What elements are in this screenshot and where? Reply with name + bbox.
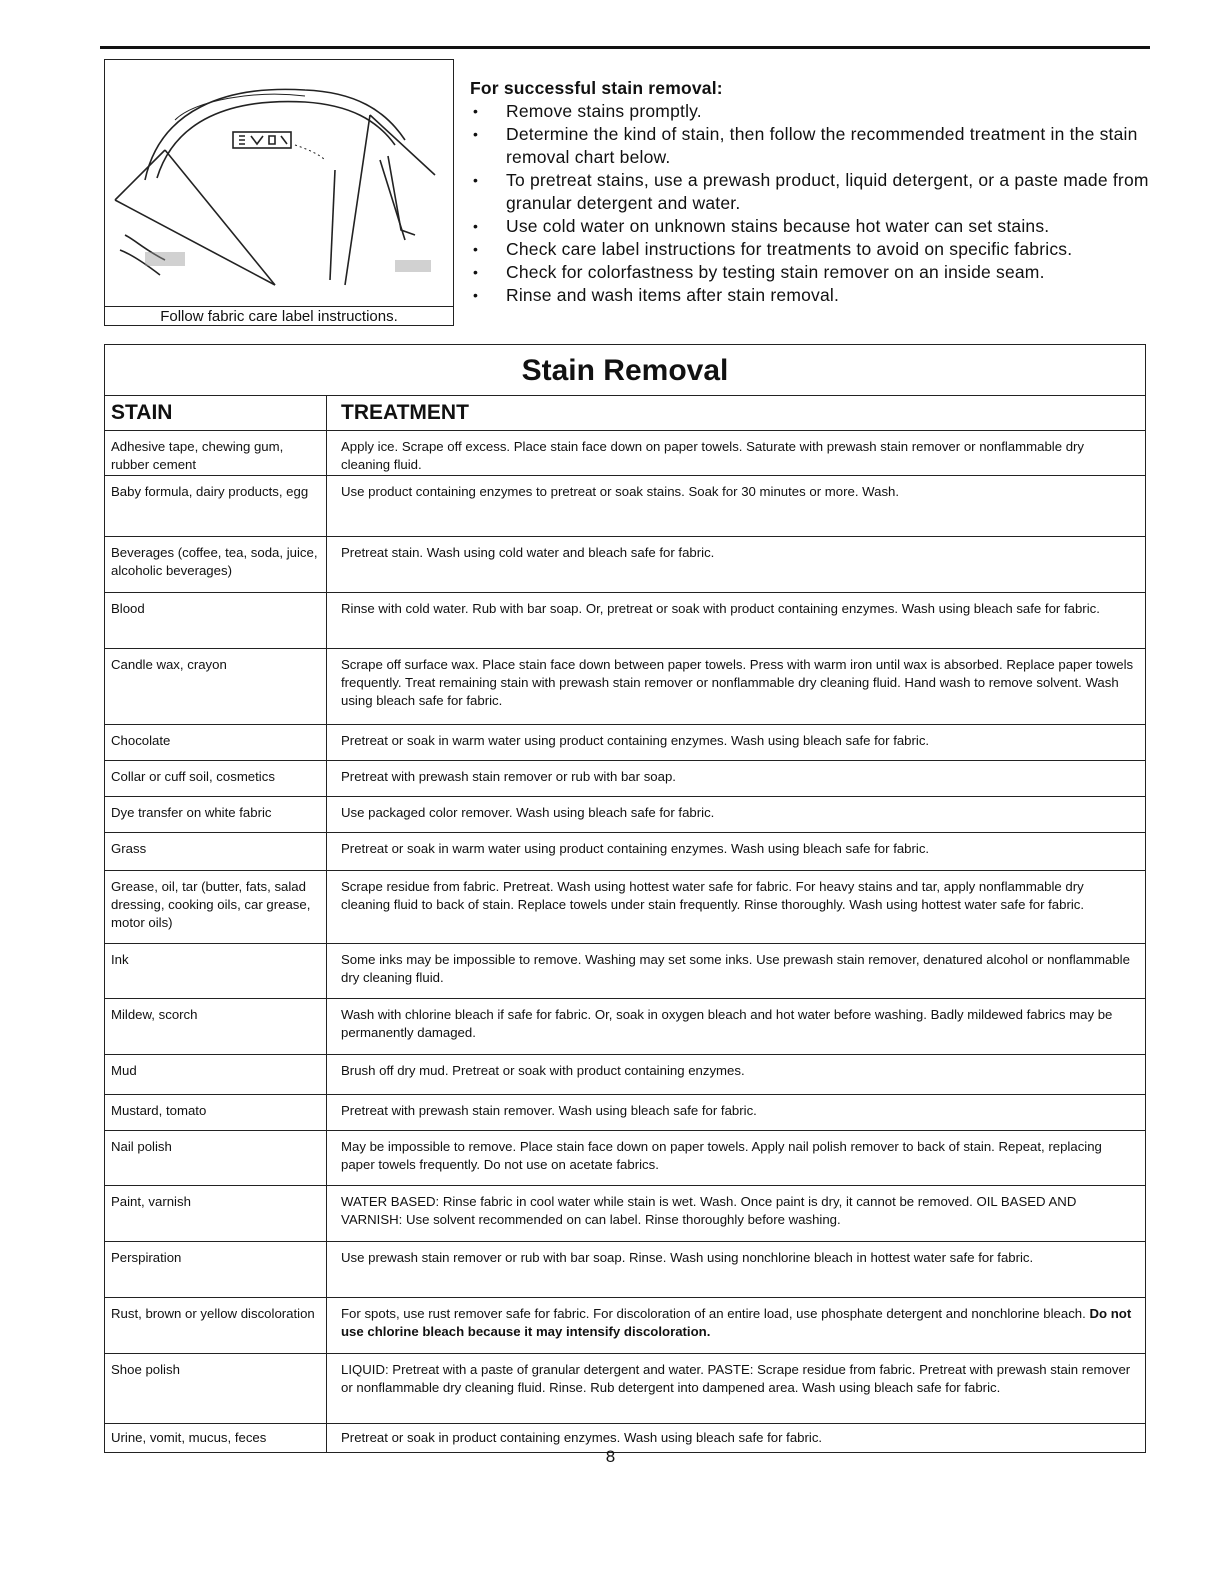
table-row [105,725,1145,761]
table-row [105,1186,1145,1242]
table-row [105,1242,1145,1298]
table-row [105,797,1145,833]
tip-item: • To pretreat stains, use a prewash product, liquid detergent, or a paste made from granular detergent and water. [470,169,1160,215]
stain-cell: Ink [105,944,327,998]
table-row [105,761,1145,797]
treatment-cell: Brush off dry mud. Pretreat or soak with product containing enzymes. [341,1063,745,1078]
table-row [105,537,1145,593]
stain-removal-tips [470,78,1160,307]
table-row [105,431,1145,476]
treatment-cell: Pretreat with prewash stain remover or rub with bar soap. [341,769,676,784]
figure-caption: Follow fabric care label instructions. [104,306,454,326]
treatment-cell: WATER BASED: Rinse fabric in cool water while stain is wet. Wash. Once paint is dry, it cannot be removed. OIL BASED AND VARNISH: Use solvent recommended on can label. Rinse thoroughly before washing. [341,1194,1077,1227]
table-row [105,476,1145,537]
table-row [105,1095,1145,1131]
treatment-cell: Pretreat with prewash stain remover. Wash using bleach safe for fabric. [341,1103,757,1118]
stain-cell: Perspiration [105,1242,327,1297]
treatment-cell: Pretreat or soak in warm water using product containing enzymes. Wash using bleach safe for fabric. [341,841,930,856]
stain-cell: Nail polish [105,1131,327,1185]
stain-cell: Collar or cuff soil, cosmetics [105,761,327,796]
stain-cell: Chocolate [105,725,327,760]
stain-cell: Beverages (coffee, tea, soda, juice, alcoholic beverages) [105,537,327,592]
stain-cell: Candle wax, crayon [105,649,327,724]
tip-item: • Check for colorfastness by testing stain remover on an inside seam. [470,261,1160,284]
table-row [105,1298,1145,1354]
treatment-cell: May be impossible to remove. Place stain face down on paper towels. Apply nail polish remover to back of stain. Repeat, replacing paper towels frequently. Do not use on acetate fabrics. [341,1139,1102,1172]
stain-cell: Paint, varnish [105,1186,327,1241]
table-row [105,833,1145,871]
stain-cell: Dye transfer on white fabric [105,797,327,832]
table-header-row [105,396,1145,431]
table-row [105,593,1145,649]
tip-item: • Determine the kind of stain, then follow the recommended treatment in the stain removal chart below. [470,123,1160,169]
page-number: 8 [605,1447,616,1466]
treatment-cell: Use product containing enzymes to pretreat or soak stains. Soak for 30 minutes or more. Wash. [341,484,900,499]
treatment-cell: Scrape residue from fabric. Pretreat. Wash using hottest water safe for fabric. For heavy stains and tar, apply nonflammable dry cleaning fluid to back of stain. Replace towels under stain frequently. Rinse thoroughly. Wash using hottest water safe for fabric. [341,879,1085,912]
table-row [105,1131,1145,1186]
tip-item: • Use cold water on unknown stains because hot water can set stains. [470,215,1160,238]
treatment-cell: Rinse with cold water. Rub with bar soap. Or, pretreat or soak with product containing enzymes. Wash using bleach safe for fabric. [341,601,1100,616]
table-title: Stain Removal [105,345,1145,396]
treatment-cell: Use prewash stain remover or rub with bar soap. Rinse. Wash using nonchlorine bleach in hottest water safe for fabric. [341,1250,1034,1265]
treatment-column-header: TREATMENT [341,401,469,424]
tips-title: For successful stain removal: [470,78,723,98]
treatment-cell: Scrape off surface wax. Place stain face down between paper towels. Press with warm iron until wax is absorbed. Replace paper towels frequently. Treat remaining stain with prewash stain remover or nonflammable dry cleaning fluid. Hand wash to remove solvent. Wash using bleach safe for fabric. [341,657,1134,708]
table-row [105,1354,1145,1424]
stain-cell: Rust, brown or yellow discoloration [105,1298,327,1353]
stain-cell: Mud [105,1055,327,1094]
treatment-text: For spots, use rust remover safe for fabric. For discoloration of an entire load, use phosphate detergent and nonchlorine bleach. [341,1306,1086,1321]
stain-cell: Grass [105,833,327,870]
stain-cell: Blood [105,593,327,648]
tips-list [470,100,1160,307]
top-rule [100,46,1150,49]
stain-cell: Grease, oil, tar (butter, fats, salad dressing, cooking oils, car grease, motor oils) [105,871,327,943]
treatment-cell: Pretreat or soak in warm water using product containing enzymes. Wash using bleach safe for fabric. [341,733,930,748]
stain-cell: Urine, vomit, mucus, feces [105,1424,327,1452]
table-row [105,649,1145,725]
treatment-cell: Apply ice. Scrape off excess. Place stain face down on paper towels. Saturate with prewash stain remover or nonflammable dry cleaning fluid. [341,439,1085,472]
table-row [105,871,1145,944]
stain-cell: Shoe polish [105,1354,327,1423]
stain-cell: Baby formula, dairy products, egg [105,476,327,536]
treatment-cell: Pretreat stain. Wash using cold water and bleach safe for fabric. [341,545,715,560]
treatment-cell: Use packaged color remover. Wash using bleach safe for fabric. [341,805,715,820]
stain-cell: Mustard, tomato [105,1095,327,1130]
shirt-collar-illustration [105,60,453,306]
treatment-cell: LIQUID: Pretreat with a paste of granular detergent and water. PASTE: Scrape residue from fabric. Pretreat with prewash stain remover or nonflammable dry cleaning fluid. Rinse. Rub detergent into dampened area. Wash using bleach safe for fabric. [341,1362,1131,1395]
treatment-cell: Pretreat or soak in product containing enzymes. Wash using bleach safe for fabric. [341,1430,823,1445]
table-row [105,944,1145,999]
table-row [105,999,1145,1055]
treatment-cell: Some inks may be impossible to remove. Washing may set some inks. Use prewash stain remover, denatured alcohol or nonflammable dry cleaning fluid. [341,952,1130,985]
tip-item: • Remove stains promptly. [470,100,1160,123]
stain-removal-table [104,344,1146,1453]
table-row [105,1055,1145,1095]
stain-cell: Adhesive tape, chewing gum, rubber cement [105,431,327,475]
collar-figure [104,59,454,326]
treatment-cell: Wash with chlorine bleach if safe for fabric. Or, soak in oxygen bleach and hot water before washing. Badly mildewed fabrics may be permanently damaged. [341,1007,1113,1040]
tip-item: • Check care label instructions for treatments to avoid on specific fabrics. [470,238,1160,261]
treatment-cell [327,1298,1145,1353]
stain-cell: Mildew, scorch [105,999,327,1054]
stain-column-header: STAIN [105,396,327,430]
tip-item: • Rinse and wash items after stain removal. [470,284,1160,307]
treatment-warning: Do not use chlorine bleach because it may intensify discoloration. [341,1306,1132,1339]
